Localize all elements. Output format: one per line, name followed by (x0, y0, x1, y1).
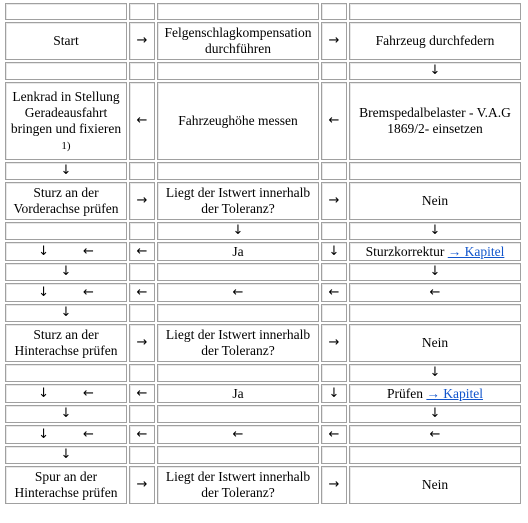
arrow-cell (5, 384, 127, 403)
empty-cell (321, 263, 347, 281)
left-arrow: ← (83, 285, 94, 300)
left-arrow: ← (157, 283, 319, 302)
empty-cell (321, 222, 347, 240)
left-arrow: ← (129, 283, 155, 302)
tolerance-question: Liegt der Istwert innerhalb der Toleranz? (157, 182, 319, 220)
left-arrow: ← (157, 425, 319, 444)
spur-hinterachse-step: Spur an der Hinterachse prüfen (5, 466, 127, 504)
flowchart-table (3, 1, 523, 506)
right-arrow: → (129, 324, 155, 362)
lenkrad-label: Lenkrad in Stellung Geradeausfahrt bringen und fixieren (10, 88, 122, 136)
empty-cell (349, 162, 521, 180)
left-arrow: ← (349, 425, 521, 444)
right-arrow: → (129, 22, 155, 60)
arrow-cell (5, 425, 127, 444)
down-arrow: ↓ (157, 222, 319, 240)
empty-cell (129, 364, 155, 382)
empty-cell (157, 446, 319, 464)
sturz-hinterachse-step: Sturz an der Hinterachse prüfen (5, 324, 127, 362)
arrow-cell (5, 242, 127, 261)
empty-cell (321, 364, 347, 382)
empty-cell (129, 62, 155, 80)
left-arrow: ← (83, 244, 94, 259)
sturzkorrektur-label: Sturzkorrektur (365, 243, 445, 259)
down-arrow: ↓ (38, 285, 49, 300)
arrow-cell (5, 283, 127, 302)
lenkrad-step (5, 82, 127, 160)
left-arrow: ← (129, 242, 155, 261)
down-arrow: ↓ (38, 386, 49, 401)
empty-cell (321, 162, 347, 180)
nein-answer: Nein (349, 324, 521, 362)
empty-cell (349, 3, 521, 20)
sturzkorrektur-step (349, 242, 521, 261)
left-arrow: ← (349, 283, 521, 302)
empty-cell (157, 304, 319, 322)
empty-cell (321, 3, 347, 20)
tolerance-question: Liegt der Istwert innerhalb der Toleranz? (157, 466, 319, 504)
kapitel-link[interactable]: → Kapitel (426, 385, 483, 401)
right-arrow: → (321, 466, 347, 504)
empty-cell (129, 304, 155, 322)
empty-cell (321, 304, 347, 322)
down-arrow: ↓ (5, 405, 127, 423)
left-arrow: ← (83, 427, 94, 442)
empty-cell (321, 405, 347, 423)
empty-cell (157, 162, 319, 180)
empty-cell (157, 364, 319, 382)
down-arrow: ↓ (349, 263, 521, 281)
down-arrow: ↓ (38, 244, 49, 259)
empty-cell (157, 62, 319, 80)
footnote-marker: 1) (61, 139, 71, 152)
pruefen-step (349, 384, 521, 403)
empty-cell (129, 3, 155, 20)
right-arrow: → (321, 324, 347, 362)
left-arrow: ← (129, 82, 155, 160)
felgenschlag-step: Felgenschlagkompensation durchführen (157, 22, 319, 60)
left-arrow: ← (321, 283, 347, 302)
empty-cell (157, 405, 319, 423)
empty-cell (5, 3, 127, 20)
empty-cell (129, 222, 155, 240)
empty-cell (349, 446, 521, 464)
empty-cell (157, 263, 319, 281)
down-arrow: ↓ (5, 263, 127, 281)
bremspedal-step: Bremspedalbelaster - V.A.G 1869/2- einsetzen (349, 82, 521, 160)
empty-cell (349, 304, 521, 322)
nein-answer: Nein (349, 466, 521, 504)
empty-cell (5, 62, 127, 80)
fahrzeughoehe-step: Fahrzeughöhe messen (157, 82, 319, 160)
down-arrow: ↓ (349, 62, 521, 80)
empty-cell (129, 405, 155, 423)
right-arrow: → (129, 466, 155, 504)
right-arrow: → (321, 22, 347, 60)
empty-cell (321, 62, 347, 80)
down-arrow: ↓ (349, 222, 521, 240)
down-arrow: ↓ (349, 364, 521, 382)
empty-cell (5, 364, 127, 382)
right-arrow: → (129, 182, 155, 220)
down-arrow: ↓ (321, 242, 347, 261)
empty-cell (129, 446, 155, 464)
right-arrow: → (321, 182, 347, 220)
down-arrow: ↓ (5, 304, 127, 322)
empty-cell (129, 263, 155, 281)
empty-cell (5, 222, 127, 240)
tolerance-question: Liegt der Istwert innerhalb der Toleranz? (157, 324, 319, 362)
ja-answer: Ja (157, 384, 319, 403)
durchfedern-step: Fahrzeug durchfedern (349, 22, 521, 60)
pruefen-label: Prüfen (387, 385, 423, 401)
left-arrow: ← (129, 384, 155, 403)
left-arrow: ← (129, 425, 155, 444)
down-arrow: ↓ (321, 384, 347, 403)
left-arrow: ← (321, 425, 347, 444)
start-step: Start (5, 22, 127, 60)
sturz-vorderachse-step: Sturz an der Vorderachse prüfen (5, 182, 127, 220)
down-arrow: ↓ (5, 446, 127, 464)
empty-cell (321, 446, 347, 464)
left-arrow: ← (83, 386, 94, 401)
down-arrow: ↓ (38, 427, 49, 442)
down-arrow: ↓ (349, 405, 521, 423)
left-arrow: ← (321, 82, 347, 160)
kapitel-link[interactable]: → Kapitel (447, 243, 505, 259)
ja-answer: Ja (157, 242, 319, 261)
nein-answer: Nein (349, 182, 521, 220)
down-arrow: ↓ (5, 162, 127, 180)
empty-cell (157, 3, 319, 20)
empty-cell (129, 162, 155, 180)
